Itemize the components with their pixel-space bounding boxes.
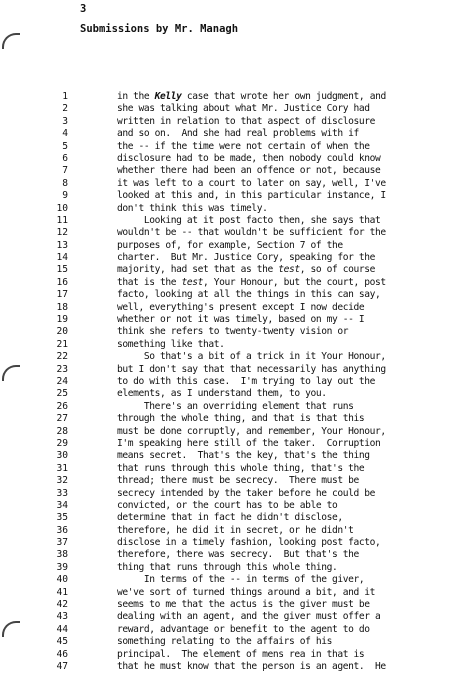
text-segment: the -- if the time were not certain of when the (117, 140, 370, 152)
line-text (117, 512, 457, 524)
text-segment: Looking at it post facto then, she says that (117, 214, 381, 226)
line-text (117, 190, 457, 202)
line-text (117, 525, 457, 537)
line-text (117, 450, 457, 462)
text-segment: whether there had been an offence or not, because (117, 165, 381, 177)
transcript-line (0, 463, 460, 475)
text-segment: we've sort of turned things around a bit, and it (117, 586, 376, 598)
line-number: 11 (56, 214, 68, 226)
transcript-line (0, 103, 460, 115)
line-number: 8 (62, 177, 68, 189)
emphasized-text: Kelly (154, 91, 182, 102)
text-segment: So that's a bit of a trick in it Your Honour, (117, 351, 386, 363)
line-text (117, 103, 457, 115)
line-text (117, 475, 457, 487)
transcript-line (0, 116, 460, 128)
line-text (117, 264, 457, 276)
line-text (117, 302, 457, 314)
line-number: 34 (56, 499, 68, 511)
line-text (117, 661, 457, 673)
transcript-line (0, 562, 460, 574)
transcript-line (0, 549, 460, 561)
text-segment: secrecy intended by the taker before he could be (117, 487, 376, 499)
text-segment: charter. But Mr. Justice Cory, speaking for the (117, 252, 376, 264)
line-text (117, 289, 457, 301)
line-text (117, 351, 457, 363)
line-number: 30 (56, 450, 68, 462)
line-number: 39 (56, 561, 68, 573)
line-text (117, 537, 457, 549)
line-number: 24 (56, 375, 68, 387)
line-text (117, 116, 457, 128)
line-number: 9 (62, 190, 68, 202)
line-number: 33 (56, 487, 68, 499)
text-segment: well, everything's present except I now decide (117, 301, 365, 313)
transcript-line (0, 587, 460, 599)
transcript-line (0, 376, 460, 388)
text-segment: through the whole thing, and that is that this (117, 413, 365, 425)
transcript-line (0, 128, 460, 140)
line-text (117, 376, 457, 388)
text-segment: that is the (117, 276, 182, 288)
line-number: 10 (56, 202, 68, 214)
transcript-line (0, 215, 460, 227)
transcript-line (0, 636, 460, 648)
line-text (117, 227, 457, 239)
text-segment: reward, advantage or benefit to the agent to do (117, 623, 370, 635)
text-segment: means secret. That's the key, that's the thing (117, 450, 370, 462)
line-number: 5 (62, 140, 68, 152)
text-segment: something like that. (117, 338, 225, 350)
line-text (117, 91, 457, 103)
text-segment: therefore, he did it in secret, or he didn't (117, 524, 354, 536)
line-text (117, 364, 457, 376)
text-segment: it was left to a court to later on say, well, I've (117, 177, 386, 189)
text-segment: principal. The element of mens rea in that is (117, 648, 365, 660)
line-number: 15 (56, 264, 68, 276)
line-number: 47 (56, 660, 68, 672)
line-text (117, 438, 457, 450)
binder-hole-mark (2, 33, 20, 49)
transcript-line (0, 252, 460, 264)
text-segment: elements, as I understand them, to you. (117, 388, 327, 400)
transcript-line (0, 351, 460, 363)
line-number: 41 (56, 586, 68, 598)
text-segment: must be done corruptly, and remember, Your Honour, (117, 425, 386, 437)
page-number: 3 (80, 3, 87, 15)
transcript-line (0, 649, 460, 661)
transcript-line (0, 426, 460, 438)
text-segment: therefore, there was secrecy. But that's the (117, 549, 359, 561)
transcript-line (0, 574, 460, 586)
line-text (117, 314, 457, 326)
transcript-line (0, 227, 460, 239)
text-segment: case that wrote her own judgment, and (181, 91, 386, 102)
line-text (117, 574, 457, 586)
transcript-line (0, 178, 460, 190)
line-text (117, 413, 457, 425)
text-segment: but I don't say that that necessarily has anything (117, 363, 386, 375)
transcript-lines (0, 91, 460, 673)
transcript-line (0, 289, 460, 301)
transcript-line (0, 153, 460, 165)
transcript-line (0, 475, 460, 487)
transcript-line (0, 190, 460, 202)
line-number: 37 (56, 537, 68, 549)
text-segment: determine that in fact he didn't disclose, (117, 512, 343, 524)
text-segment: that he must know that the person is an agent. He (117, 660, 386, 672)
transcript-line (0, 277, 460, 289)
line-text (117, 141, 457, 153)
emphasized-text: test (278, 264, 300, 276)
line-number: 12 (56, 227, 68, 239)
line-number: 14 (56, 252, 68, 264)
line-text (117, 401, 457, 413)
transcript-line (0, 91, 460, 103)
line-text (117, 587, 457, 599)
line-text (117, 599, 457, 611)
transcript-line (0, 388, 460, 400)
text-segment: dealing with an agent, and the giver must offer a (117, 611, 381, 623)
line-number: 32 (56, 475, 68, 487)
transcript-line (0, 314, 460, 326)
line-text (117, 252, 457, 264)
line-number: 28 (56, 425, 68, 437)
transcript-line (0, 326, 460, 338)
line-number: 43 (56, 611, 68, 623)
text-segment: wouldn't be -- that wouldn't be sufficient for the (117, 227, 386, 239)
line-number: 1 (62, 91, 68, 102)
transcript-line (0, 512, 460, 524)
line-number: 23 (56, 363, 68, 375)
text-segment: I'm speaking here still of the taker. Corruption (117, 437, 381, 449)
transcript-line (0, 599, 460, 611)
line-text (117, 562, 457, 574)
line-number: 46 (56, 648, 68, 660)
transcript-line (0, 302, 460, 314)
line-number: 45 (56, 636, 68, 648)
text-segment: disclose in a timely fashion, looking post facto, (117, 537, 381, 549)
line-text (117, 649, 457, 661)
line-number: 21 (56, 338, 68, 350)
text-segment: thread; there must be secrecy. There must be (117, 475, 359, 487)
transcript-line (0, 611, 460, 623)
line-number: 44 (56, 623, 68, 635)
transcript-line (0, 413, 460, 425)
text-segment: that runs through this whole thing, that's the (117, 462, 365, 474)
transcript-line (0, 203, 460, 215)
transcript-line (0, 339, 460, 351)
line-number: 31 (56, 462, 68, 474)
line-text (117, 426, 457, 438)
line-number: 19 (56, 314, 68, 326)
line-number: 7 (62, 165, 68, 177)
transcript-line (0, 624, 460, 636)
line-text (117, 488, 457, 500)
line-text (117, 611, 457, 623)
text-segment: There's an overriding element that runs (117, 400, 354, 412)
text-segment: whether or not it was timely, based on my -- I (117, 314, 365, 326)
text-segment: , so of course (299, 264, 376, 276)
line-number: 38 (56, 549, 68, 561)
text-segment: In terms of the -- in terms of the giver, (117, 574, 365, 586)
transcript-line (0, 450, 460, 462)
line-text (117, 178, 457, 190)
text-segment: something relating to the affairs of his (117, 636, 333, 648)
page-header: Submissions by Mr. Managh (80, 23, 239, 35)
text-segment: purposes of, for example, Section 7 of the (117, 239, 343, 251)
text-segment: written in relation to that aspect of disclosure (117, 115, 376, 127)
transcript-line (0, 165, 460, 177)
line-number: 22 (56, 351, 68, 363)
line-number: 16 (56, 276, 68, 288)
text-segment: , Your Honour, but the court, post (203, 276, 386, 288)
line-number: 6 (62, 152, 68, 164)
line-number: 27 (56, 413, 68, 425)
line-text (117, 203, 457, 215)
line-number: 35 (56, 512, 68, 524)
text-segment: looked at this and, in this particular instance, I (117, 190, 386, 202)
line-text (117, 500, 457, 512)
line-text (117, 153, 457, 165)
text-segment: convicted, or the court has to be able to (117, 499, 338, 511)
line-text (117, 339, 457, 351)
line-number: 36 (56, 524, 68, 536)
line-text (117, 463, 457, 475)
text-segment: in the (117, 91, 155, 102)
line-text (117, 549, 457, 561)
text-segment: think she refers to twenty-twenty vision or (117, 326, 349, 338)
text-segment: to do with this case. I'm trying to lay out the (117, 375, 376, 387)
text-segment: seems to me that the actus is the giver must be (117, 599, 370, 611)
line-text (117, 326, 457, 338)
line-text (117, 388, 457, 400)
transcript-line (0, 141, 460, 153)
line-number: 18 (56, 301, 68, 313)
line-number: 13 (56, 239, 68, 251)
transcript-line (0, 240, 460, 252)
text-segment: thing that runs through this whole thing. (117, 561, 338, 573)
text-segment: disclosure had to be made, then nobody could know (117, 152, 381, 164)
line-text (117, 215, 457, 227)
line-text (117, 165, 457, 177)
transcript-line (0, 525, 460, 537)
line-number: 25 (56, 388, 68, 400)
line-text (117, 128, 457, 140)
line-number: 3 (62, 115, 68, 127)
line-number: 4 (62, 128, 68, 140)
text-segment: facto, looking at all the things in this can say, (117, 289, 381, 301)
line-number: 2 (62, 103, 68, 115)
transcript-line (0, 364, 460, 376)
line-number: 20 (56, 326, 68, 338)
text-segment: and so on. And she had real problems with if (117, 128, 359, 140)
text-segment: don't think this was timely. (117, 202, 268, 214)
transcript-line (0, 661, 460, 673)
transcript-line (0, 537, 460, 549)
transcript-line (0, 401, 460, 413)
transcript-line (0, 488, 460, 500)
transcript-line (0, 264, 460, 276)
transcript-line (0, 500, 460, 512)
line-number: 26 (56, 400, 68, 412)
line-number: 17 (56, 289, 68, 301)
line-text (117, 624, 457, 636)
line-number: 29 (56, 437, 68, 449)
transcript-line (0, 438, 460, 450)
line-text (117, 636, 457, 648)
line-number: 40 (56, 574, 68, 586)
text-segment: majority, had set that as the (117, 264, 279, 276)
text-segment: she was talking about what Mr. Justice Cory had (117, 103, 370, 115)
line-text (117, 240, 457, 252)
emphasized-text: test (181, 276, 204, 288)
line-number: 42 (56, 599, 68, 611)
line-text (117, 277, 457, 289)
